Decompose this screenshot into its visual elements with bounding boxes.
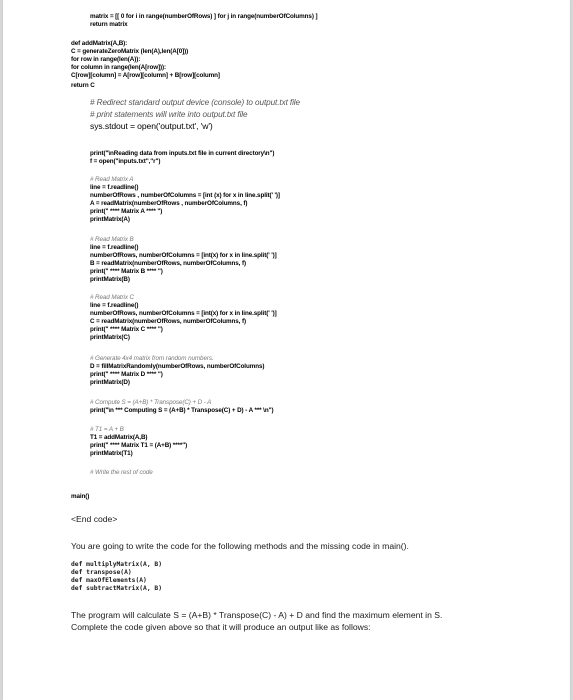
code-line: line = f.readline() bbox=[90, 184, 139, 191]
method-item: def transpose(A) bbox=[71, 569, 132, 576]
document-page bbox=[3, 0, 570, 700]
code-comment: # Read Matrix C bbox=[90, 294, 134, 301]
code-line: C = generateZeroMatrix (len(A),len(A[0])) bbox=[71, 48, 189, 55]
method-item: def maxOfElements(A) bbox=[71, 577, 147, 584]
code-comment: # Read Matrix B bbox=[90, 236, 134, 243]
instruction-text: You are going to write the code for the following methods and the missing code in main(). bbox=[71, 541, 409, 551]
code-line: printMatrix(B) bbox=[90, 276, 130, 283]
code-line: printMatrix(C) bbox=[90, 334, 130, 341]
code-line: A = readMatrix(numberOfRows , numberOfColumns, f) bbox=[90, 200, 248, 207]
code-line: print(" **** Matrix C **** ") bbox=[90, 326, 163, 333]
code-line: printMatrix(D) bbox=[90, 379, 130, 386]
code-comment: # Compute S = (A+B) * Transpose(C) + D - A bbox=[90, 399, 212, 406]
code-line: C = readMatrix(numberOfRows, numberOfColumns, f) bbox=[90, 318, 246, 325]
code-line: print(" **** Matrix A **** ") bbox=[90, 208, 163, 215]
closing-text: The program will calculate S = (A+B) * Transpose(C) - A) + D and find the maximum element in S. bbox=[71, 610, 443, 620]
code-line: B = readMatrix(numberOfRows, numberOfColumns, f) bbox=[90, 260, 246, 267]
end-code-marker: <End code> bbox=[71, 514, 118, 524]
code-line: print(" **** Matrix D **** ") bbox=[90, 371, 163, 378]
code-line: for row in range(len(A)): bbox=[71, 56, 141, 63]
code-line: return matrix bbox=[90, 21, 128, 28]
code-line: print(" **** Matrix T1 = (A+B) ****") bbox=[90, 442, 188, 449]
code-line: numberOfRows, numberOfColumns = [int(x) for x in line.split(' ')] bbox=[90, 310, 277, 317]
code-line: for column in range(len(A[row])): bbox=[71, 64, 166, 71]
code-line: print("\n *** Computing S = (A+B) * Transpose(C) + D) - A *** \n") bbox=[90, 407, 274, 414]
code-line: print("\nReading data from inputs.txt file in current directory\n") bbox=[90, 150, 275, 157]
code-line: f = open("inputs.txt","r") bbox=[90, 158, 161, 165]
code-line: main() bbox=[71, 493, 90, 500]
code-line: printMatrix(T1) bbox=[90, 450, 133, 457]
code-line: sys.stdout = open('output.txt', 'w') bbox=[90, 121, 213, 131]
code-comment: # T1 = A + B bbox=[90, 426, 124, 433]
code-line: numberOfRows , numberOfColumns = [int (x) for x in line.split(' ')] bbox=[90, 192, 280, 199]
code-line: matrix = [[ 0 for i in range(numberOfRows) ] for j in range(numberOfColumns) ] bbox=[90, 13, 318, 20]
code-comment: # Redirect standard output device (console) to output.txt file bbox=[90, 98, 300, 107]
code-line: D = fillMatrixRandomly(numberOfRows, numberOfColumns) bbox=[90, 363, 265, 370]
code-comment: # Generate 4x4 matrix from random numbers. bbox=[90, 355, 214, 362]
code-line: def addMatrix(A,B): bbox=[71, 40, 128, 47]
closing-text: Complete the code given above so that it will produce an output like as follows: bbox=[71, 622, 371, 632]
method-item: def multiplyMatrix(A, B) bbox=[71, 561, 162, 568]
code-line: C[row][column] = A[row][column] + B[row][column] bbox=[71, 72, 220, 79]
code-line: line = f.readline() bbox=[90, 244, 139, 251]
code-comment: # Read Matrix A bbox=[90, 176, 134, 183]
code-line: printMatrix(A) bbox=[90, 216, 130, 223]
code-line: T1 = addMatrix(A,B) bbox=[90, 434, 148, 441]
code-comment: # Write the rest of code bbox=[90, 469, 153, 476]
code-line: return C bbox=[71, 82, 95, 89]
method-item: def subtractMatrix(A, B) bbox=[71, 585, 162, 592]
code-line: print(" **** Matrix B **** ") bbox=[90, 268, 163, 275]
code-line: numberOfRows, numberOfColumns = [int(x) for x in line.split(' ')] bbox=[90, 252, 277, 259]
code-line: line = f.readline() bbox=[90, 302, 139, 309]
code-comment: # print statements will write into output.txt file bbox=[90, 110, 248, 119]
